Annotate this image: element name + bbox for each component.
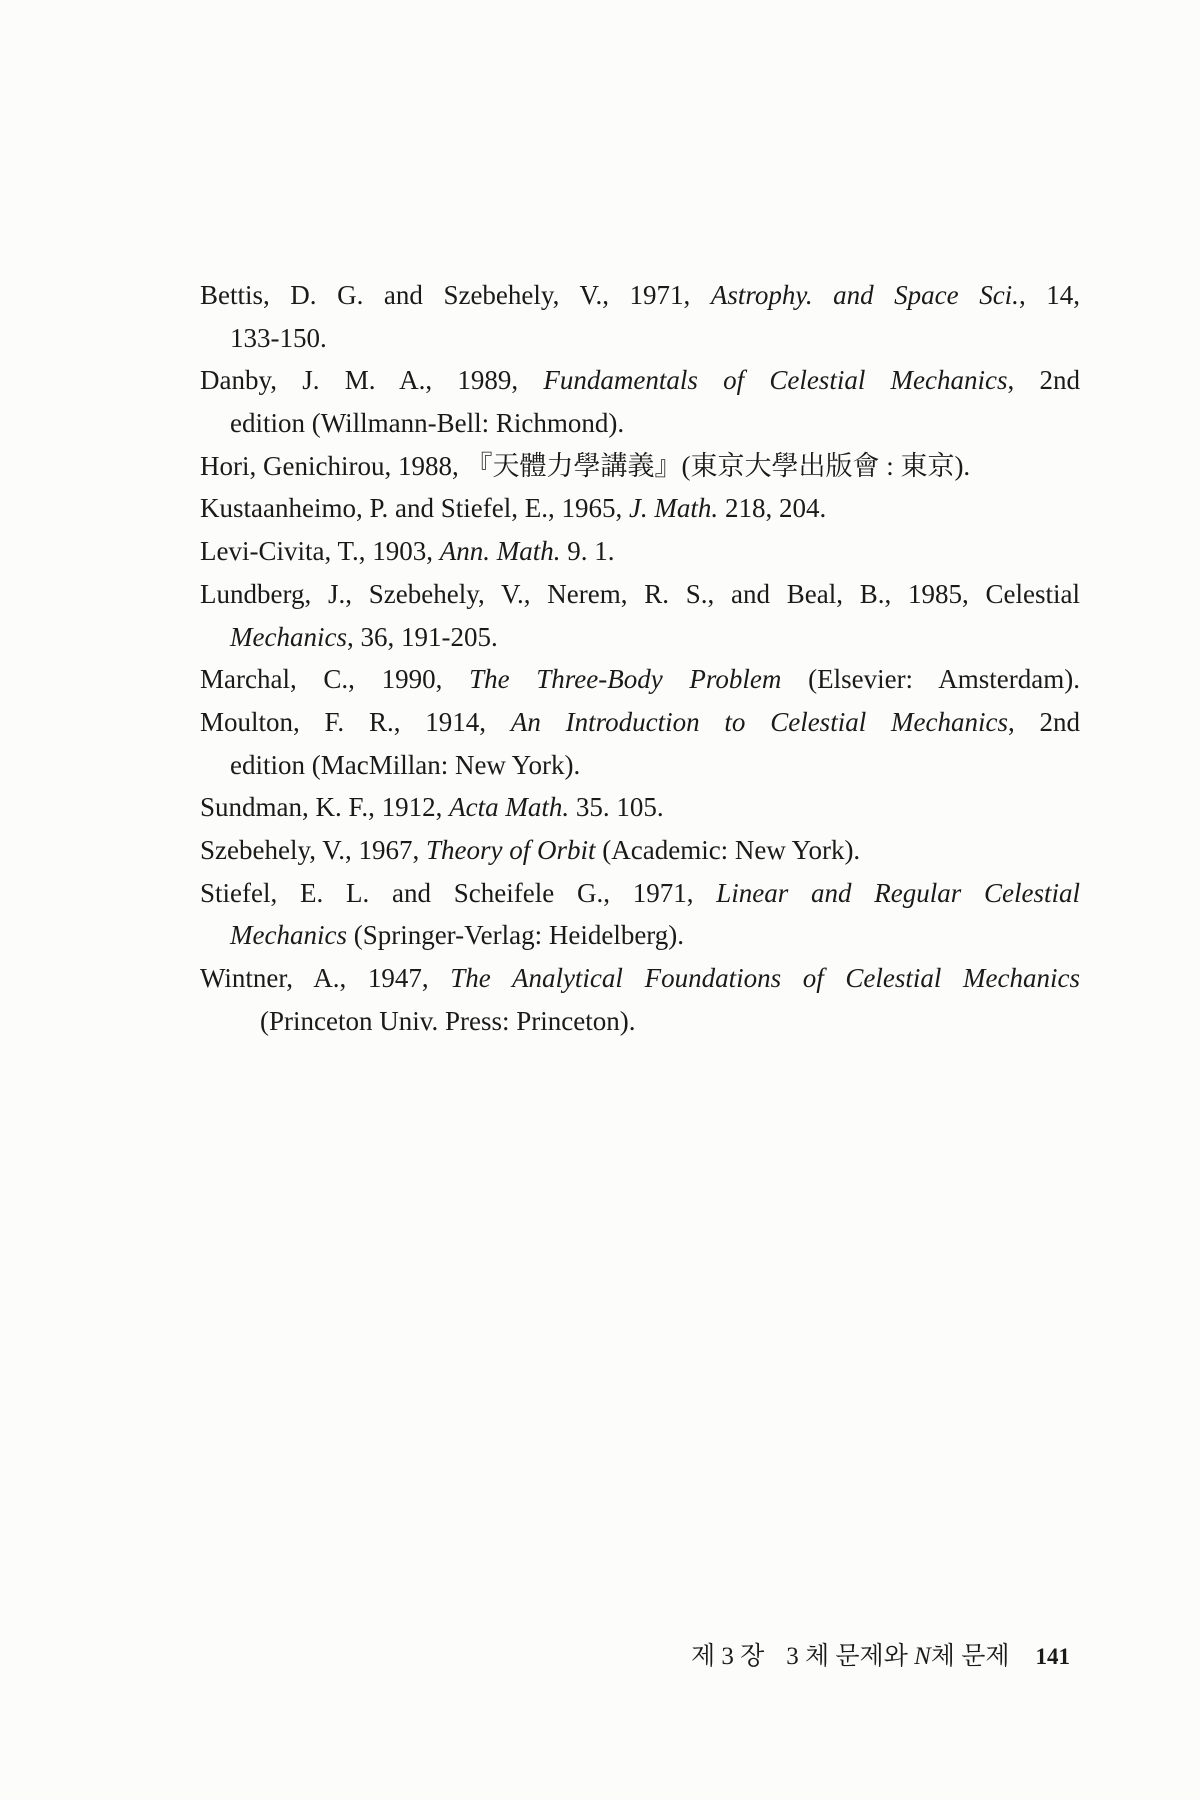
reference-title: Mechanics: [230, 920, 347, 951]
reference-text: (Princeton Univ. Press: Princeton).: [260, 1005, 636, 1036]
running-title-pre: 3 체 문제와: [786, 1643, 915, 1670]
reference-text: (Springer-Verlag: Heidelberg).: [346, 920, 685, 951]
reference-line: [200, 744, 1080, 787]
reference-text: edition (MacMillan: New York).: [230, 749, 581, 780]
reference-title: Linear and Regular Celestial: [716, 877, 1080, 908]
running-title-n: N: [914, 1643, 931, 1670]
reference-text: Lundberg, J., Szebehely, V., Nerem, R. S., and Beal, B., 1985, Celestial: [200, 578, 1080, 609]
reference-text: , 2nd: [1007, 365, 1080, 396]
reference-text: Sundman, K. F., 1912,: [200, 792, 450, 823]
reference-text: 35. 105.: [569, 792, 664, 823]
reference-text: , 2nd: [1007, 706, 1080, 737]
reference-line: [200, 701, 1080, 744]
reference-title: J. Math.: [628, 493, 719, 524]
reference-text: Levi-Civita, T., 1903,: [200, 536, 440, 567]
reference-line: [200, 359, 1080, 402]
reference-line: [200, 487, 1080, 530]
reference-text: Hori, Genichirou, 1988, 『天體力學講義』(東京大學出版會 : 東京).: [200, 450, 971, 481]
reference-line: [200, 530, 1080, 573]
reference-title: Ann. Math.: [439, 536, 561, 567]
reference-line: [200, 872, 1080, 915]
running-footer: [691, 1636, 1070, 1672]
page-number: 141: [1035, 1644, 1070, 1669]
reference-title: Fundamentals of Celestial Mechanics: [543, 365, 1008, 396]
reference-text: Kustaanheimo, P. and Stiefel, E., 1965,: [200, 493, 629, 524]
reference-text: Stiefel, E. L. and Scheifele G., 1971,: [200, 877, 717, 908]
reference-line: [200, 786, 1080, 829]
reference-line: [200, 573, 1080, 616]
reference-title: Mechanics: [230, 621, 347, 652]
reference-line: [200, 274, 1080, 317]
chapter-label: 제 3 장: [690, 1643, 765, 1670]
running-title-post: 체 문제: [930, 1643, 1010, 1670]
reference-text: Danby, J. M. A., 1989,: [200, 365, 544, 396]
reference-text: , 14,: [1018, 280, 1080, 310]
reference-title: An Introduction to Celestial Mechanics: [510, 706, 1008, 737]
reference-text: (Elsevier: Amsterdam).: [781, 664, 1080, 695]
reference-text: Bettis, D. G. and Szebehely, V., 1971,: [200, 280, 711, 310]
reference-text: , 36, 191-205.: [346, 621, 498, 652]
reference-text: 133-150.: [230, 322, 327, 353]
reference-line: [200, 445, 1080, 488]
reference-line: [200, 402, 1080, 445]
reference-title: Acta Math.: [449, 792, 570, 823]
reference-text: 9. 1.: [560, 536, 615, 567]
running-title: [786, 1643, 1009, 1670]
reference-line: [200, 317, 1080, 360]
reference-line: [200, 658, 1080, 701]
reference-text: Moulton, F. R., 1914,: [200, 706, 511, 737]
reference-list: [200, 274, 1080, 1042]
reference-title: The Three-Body Problem: [469, 664, 782, 695]
reference-line: [200, 957, 1080, 1000]
reference-line: [200, 616, 1080, 659]
reference-title: Astrophy. and Space Sci.: [710, 280, 1019, 310]
reference-text: Szebehely, V., 1967,: [200, 834, 426, 865]
reference-title: The Analytical Foundations of Celestial Mechanics: [450, 963, 1080, 993]
reference-text: (Academic: New York).: [595, 834, 861, 865]
reference-text: Wintner, A., 1947,: [200, 963, 451, 993]
reference-title: Theory of Orbit: [425, 834, 596, 865]
reference-line: [200, 1000, 1080, 1043]
reference-text: 218, 204.: [718, 493, 827, 524]
reference-line: [200, 914, 1080, 957]
reference-text: Marchal, C., 1990,: [200, 664, 470, 695]
reference-line: [200, 829, 1080, 872]
reference-text: edition (Willmann-Bell: Richmond).: [230, 408, 625, 439]
